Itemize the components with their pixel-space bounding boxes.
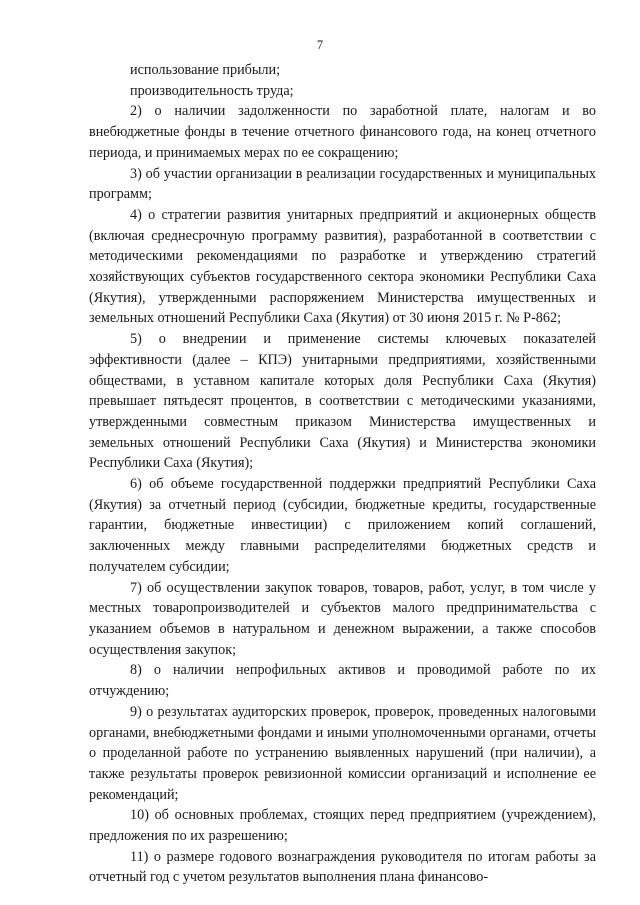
paragraph-item-7-procurement: 7) об осуществлении закупок товаров, товаров, работ, услуг, в том числе у местных товаропроизводителей и субъектов малого предпринимательства с указанием объемов в натуральном и денежном выражении, а также способов осуществления закупок; <box>89 579 596 658</box>
paragraph-item-4-strategy: 4) о стратегии развития унитарных предприятий и акционерных обществ (включая среднесрочную программу развития), разработанной в соответствии с методическими рекомендациями по разработке и утверждению стратегий хозяйствующих субъектов государственного сектора экономики Республики Саха (Якутия), утвержденными распоряжением Министерства имущественных и земельных отношений Республики Саха (Якутия) от 30 июня 2015 г. № Р-862; <box>89 206 596 327</box>
paragraph-item-10-problems: 10) об основных проблемах, стоящих перед предприятием (учреждением), предложения по их разрешению; <box>89 807 596 845</box>
paragraph-item-8-noncore-assets: 8) о наличии непрофильных активов и проводимой работе по их отчуждению; <box>89 662 596 700</box>
document-body <box>89 60 596 888</box>
paragraph-item-2-debts: 2) о наличии задолженности по заработной плате, налогам и во внебюджетные фонды в течение отчетного финансового года, на конец отчетного периода, и принимаемых мерах по ее сокращению; <box>89 103 596 161</box>
page-number: 7 <box>316 38 324 52</box>
paragraph-item-3-programs: 3) об участии организации в реализации государственных и муниципальных программ; <box>89 165 596 203</box>
paragraph-item-6-state-support: 6) об объеме государственной поддержки предприятий Республики Саха (Якутия) за отчетный период (субсидии, бюджетные кредиты, государственные гарантии, бюджетные инвестиции) с приложением копий соглашений, заключенных между главными распределителями бюджетных средств и получателем субсидии; <box>89 476 596 575</box>
paragraph-profit-use: использование прибыли; <box>130 62 281 78</box>
paragraph-item-9-audits: 9) о результатах аудиторских проверок, проверок, проведенных налоговыми органами, внебюджетными фондами и иными уполномоченными органами, отчеты о проделанной работе по устранению выявленных нарушений (при наличии), а также результаты проверок ревизионной комиссии организаций и исполнение ее рекомендаций; <box>89 703 596 803</box>
paragraph-item-5-kpi: 5) о внедрении и применение системы ключевых показателей эффективности (далее – КПЭ) унитарными предприятиями, хозяйственными обществами, в уставном капитале которых доля Республики Саха (Якутия) превышает пятьдесят процентов, в соответствии с методическими указаниями, утвержденными совместным приказом Министерства имущественных и земельных отношений Республики Саха (Якутия) и Министерства экономики Республики Саха (Якутия); <box>89 331 596 472</box>
paragraph-labor-productivity: производительность труда; <box>130 82 294 99</box>
paragraph-item-11-remuneration: 11) о размере годового вознаграждения руководителя по итогам работы за отчетный год с учетом результатов выполнения плана финансово- <box>89 848 596 886</box>
